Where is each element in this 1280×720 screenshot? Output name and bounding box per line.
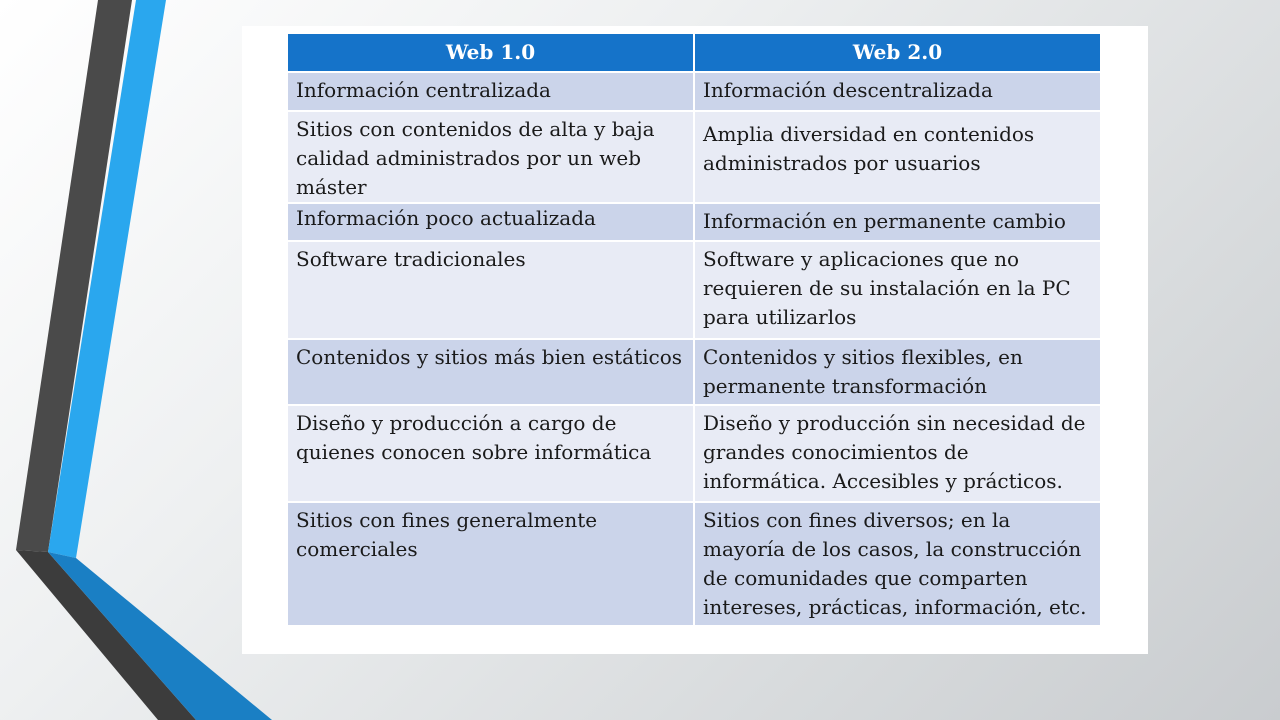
cell-web1 [287, 203, 694, 241]
header-web2: Web 2.0 [694, 33, 1101, 72]
cell-web2 [694, 241, 1101, 339]
cell-text: Información en permanente cambio [703, 209, 1066, 233]
table-row [287, 502, 1101, 626]
cell-web1 [287, 405, 694, 502]
header-row [287, 33, 1101, 72]
table-row [287, 405, 1101, 502]
cell-web1 [287, 241, 694, 339]
cell-web2 [694, 405, 1101, 502]
comparison-table [286, 32, 1102, 627]
table-row [287, 203, 1101, 241]
cell-web1 [287, 339, 694, 405]
cell-web2 [694, 203, 1101, 241]
cell-text: Diseño y producción a cargo de quienes conocen sobre informática [296, 411, 652, 464]
cell-web1 [287, 502, 694, 626]
cell-text: Sitios con fines diversos; en la mayoría de los casos, la construcción de comunidades que comparten intereses, prácticas, información, etc. [703, 508, 1087, 619]
cell-text: Diseño y producción sin necesidad de grandes conocimientos de informática. Accesibles y prácticos. [703, 411, 1086, 493]
cell-text: Información poco actualizada [296, 206, 596, 230]
table-row [287, 241, 1101, 339]
cell-web1 [287, 72, 694, 111]
table-row [287, 339, 1101, 405]
cell-text: Información descentralizada [703, 78, 993, 102]
cell-web2 [694, 502, 1101, 626]
cell-text: Contenidos y sitios flexibles, en permanente transformación [703, 345, 1023, 398]
cell-web1 [287, 111, 694, 203]
content-panel [242, 26, 1148, 654]
cell-text: Software y aplicaciones que no requieren de su instalación en la PC para utilizarlos [703, 247, 1071, 329]
cell-web2 [694, 339, 1101, 405]
cell-text: Información centralizada [296, 78, 551, 102]
cell-text: Sitios con fines generalmente comerciales [296, 508, 598, 561]
cell-text: Software tradicionales [296, 247, 526, 271]
table-row [287, 72, 1101, 111]
header-web1: Web 1.0 [287, 33, 694, 72]
cell-web2 [694, 111, 1101, 203]
cell-web2 [694, 72, 1101, 111]
cell-text: Amplia diversidad en contenidos administrados por usuarios [703, 122, 1035, 175]
cell-text: Contenidos y sitios más bien estáticos [296, 345, 683, 369]
table-row [287, 111, 1101, 203]
cell-text: Sitios con contenidos de alta y baja calidad administrados por un web máster [296, 117, 655, 199]
